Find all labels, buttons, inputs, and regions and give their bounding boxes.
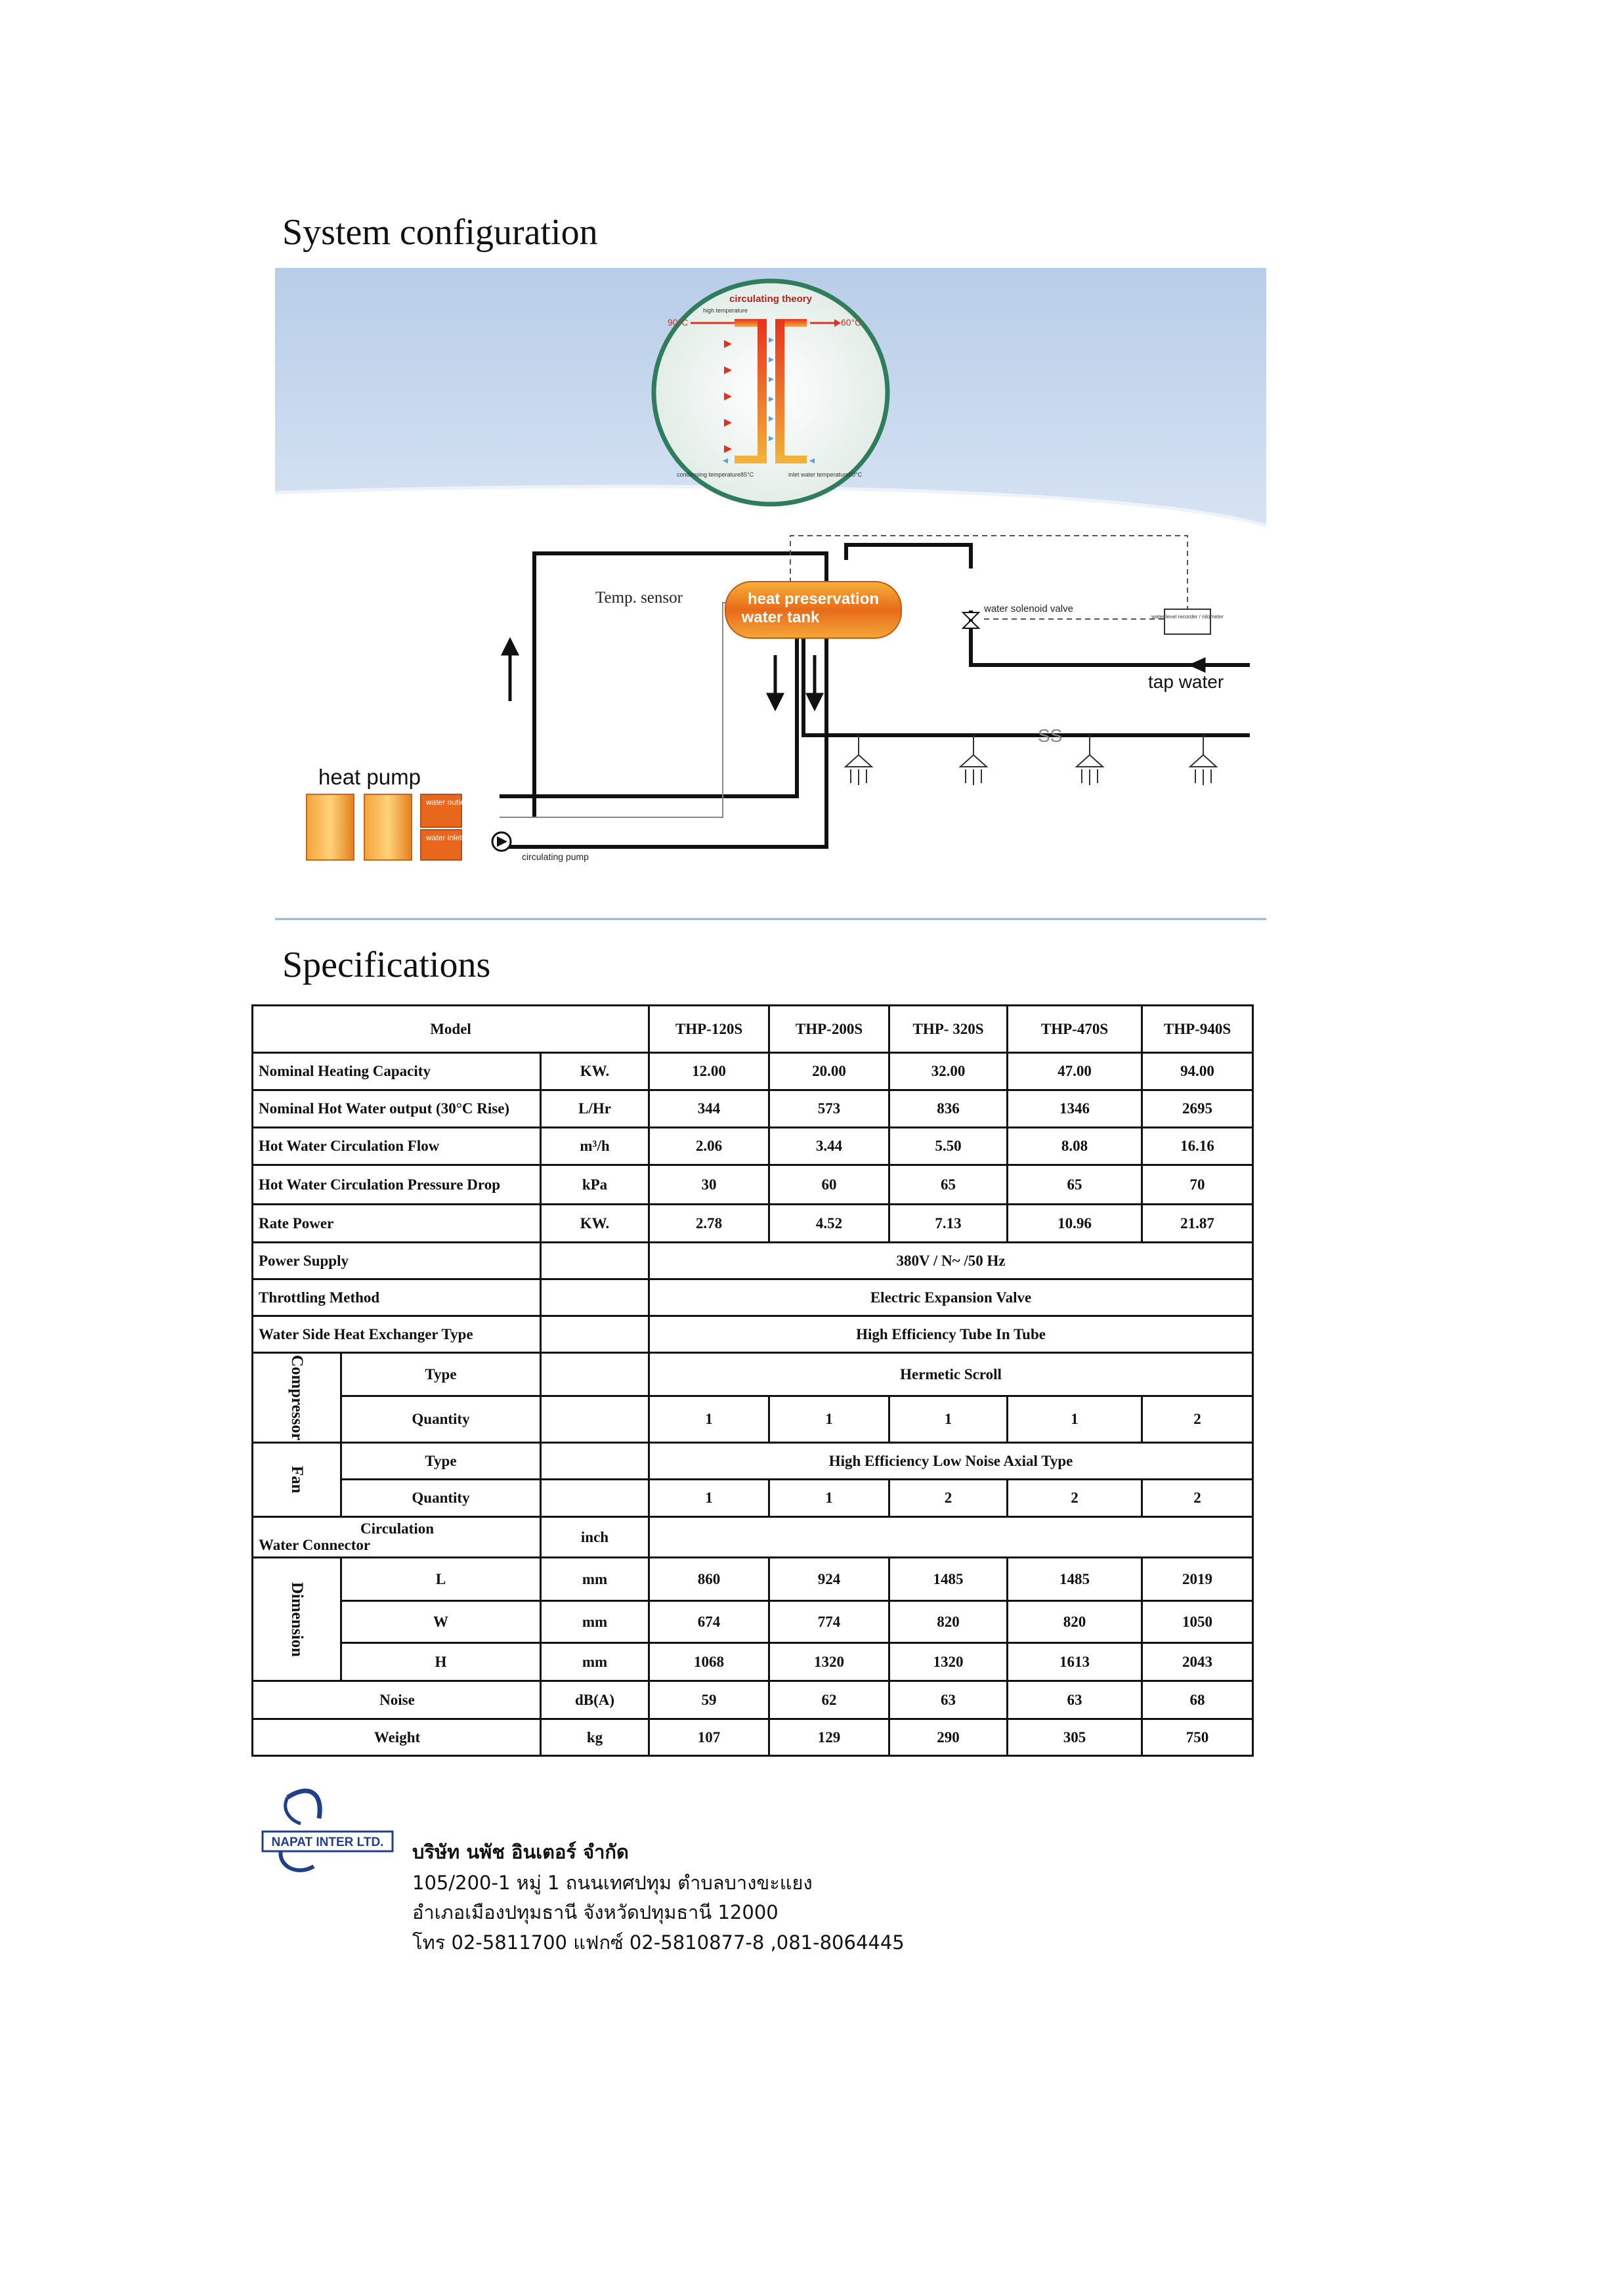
model-name: THP- 320S bbox=[889, 1006, 1008, 1053]
heat-pump-label: heat pump bbox=[318, 765, 421, 789]
table-row bbox=[253, 1279, 1253, 1316]
cell-value: 1320 bbox=[769, 1643, 889, 1681]
cell-value: 68 bbox=[1142, 1681, 1253, 1719]
model-name: THP-200S bbox=[769, 1006, 889, 1053]
cell-value: 2 bbox=[889, 1480, 1008, 1517]
cell-value: 1 bbox=[649, 1480, 769, 1517]
cell-value: 30 bbox=[649, 1165, 769, 1205]
table-header-row bbox=[253, 1006, 1253, 1053]
high-temperature-label: high temperature bbox=[703, 307, 748, 314]
row-unit bbox=[541, 1353, 649, 1396]
row-label: L bbox=[341, 1558, 541, 1601]
row-unit bbox=[541, 1443, 649, 1480]
cell-value: 10.96 bbox=[1008, 1205, 1142, 1243]
cell-value: 2 bbox=[1142, 1480, 1253, 1517]
water-inlet-label: water inlet bbox=[426, 833, 462, 842]
cell-value: 2 bbox=[1142, 1396, 1253, 1443]
heat-preservation-tank bbox=[725, 582, 901, 638]
cell-value: 2.06 bbox=[649, 1128, 769, 1165]
cell-value: 1346 bbox=[1008, 1090, 1142, 1128]
tank-label-line1: heat preservation bbox=[747, 590, 880, 608]
cell-value: 12.00 bbox=[649, 1053, 769, 1090]
cell-value: 1485 bbox=[1008, 1558, 1142, 1601]
fan-group-label: Fan bbox=[288, 1466, 306, 1493]
cell-value: 1485 bbox=[889, 1558, 1008, 1601]
cell-value: 774 bbox=[769, 1601, 889, 1643]
cell-value: 836 bbox=[889, 1090, 1008, 1128]
cell-value: 290 bbox=[889, 1719, 1008, 1756]
temp-sensor-label: Temp. sensor bbox=[595, 589, 683, 607]
cell-value: 1050 bbox=[1142, 1601, 1253, 1643]
table-row bbox=[253, 1053, 1253, 1090]
compressor-group-label: Compressor bbox=[288, 1355, 306, 1441]
cell-value: 16.16 bbox=[1142, 1128, 1253, 1165]
table-row bbox=[253, 1090, 1253, 1128]
row-label: Nominal Hot Water output (30°C Rise) bbox=[253, 1090, 541, 1128]
cell-value: 60 bbox=[769, 1165, 889, 1205]
cell-value: 344 bbox=[649, 1090, 769, 1128]
cell-value: High Efficiency Tube In Tube bbox=[649, 1316, 1253, 1353]
row-label: W bbox=[341, 1601, 541, 1643]
company-logo bbox=[261, 1784, 399, 1883]
table-row bbox=[253, 1643, 1253, 1681]
table-row bbox=[253, 1165, 1253, 1205]
ss-label: SS bbox=[1038, 725, 1063, 746]
condensing-temperature-label: condensing temperature85°C bbox=[677, 471, 754, 478]
cell-value: 8.08 bbox=[1008, 1128, 1142, 1165]
table-row bbox=[253, 1719, 1253, 1756]
cell-value: 62 bbox=[769, 1681, 889, 1719]
cell-value: 70 bbox=[1142, 1165, 1253, 1205]
system-configuration-diagram bbox=[275, 268, 1266, 921]
row-unit: KW. bbox=[541, 1205, 649, 1243]
connector-label-line1: Circulation bbox=[360, 1520, 435, 1537]
cell-value: 63 bbox=[1008, 1681, 1142, 1719]
circulating-pump-label: circulating pump bbox=[522, 851, 589, 862]
row-unit bbox=[541, 1480, 649, 1517]
cell-value: 65 bbox=[889, 1165, 1008, 1205]
tap-water-label: tap water bbox=[1148, 672, 1224, 692]
row-unit: mm bbox=[541, 1558, 649, 1601]
cell-value: 820 bbox=[1008, 1601, 1142, 1643]
cell-value: 2695 bbox=[1142, 1090, 1253, 1128]
system-configuration-heading: System configuration bbox=[282, 212, 598, 253]
dimension-group-cell bbox=[253, 1558, 341, 1681]
table-row bbox=[253, 1353, 1253, 1396]
cell-value: 107 bbox=[649, 1719, 769, 1756]
cell-value: 573 bbox=[769, 1090, 889, 1128]
model-name: THP-120S bbox=[649, 1006, 769, 1053]
cell-value: Electric Expansion Valve bbox=[649, 1279, 1253, 1316]
row-label: Throttling Method bbox=[253, 1279, 541, 1316]
circulating-pump-icon bbox=[492, 832, 511, 851]
cell-value: 63 bbox=[889, 1681, 1008, 1719]
row-label: Hot Water Circulation Pressure Drop bbox=[253, 1165, 541, 1205]
row-label: Water Side Heat Exchanger Type bbox=[253, 1316, 541, 1353]
cell-value: 2043 bbox=[1142, 1643, 1253, 1681]
cell-value: 1 bbox=[1008, 1396, 1142, 1443]
cell-value: 750 bbox=[1142, 1719, 1253, 1756]
temp-left-label: 90°C bbox=[668, 317, 689, 328]
table-row bbox=[253, 1681, 1253, 1719]
row-unit: kPa bbox=[541, 1165, 649, 1205]
row-label: Quantity bbox=[341, 1480, 541, 1517]
cell-value: 94.00 bbox=[1142, 1053, 1253, 1090]
row-label: Hot Water Circulation Flow bbox=[253, 1128, 541, 1165]
cell-value: 1068 bbox=[649, 1643, 769, 1681]
cell-value: High Efficiency Low Noise Axial Type bbox=[649, 1443, 1253, 1480]
company-address-line2: อำเภอเมืองปทุมธานี จังหวัดปทุมธานี 12000 bbox=[412, 1901, 779, 1923]
connector-label-cell bbox=[253, 1517, 541, 1558]
inlet-water-temperature-label: inlet water temperature50°C bbox=[788, 471, 863, 478]
cell-value: Hermetic Scroll bbox=[649, 1353, 1253, 1396]
row-unit bbox=[541, 1396, 649, 1443]
table-row bbox=[253, 1243, 1253, 1279]
row-label: Nominal Heating Capacity bbox=[253, 1053, 541, 1090]
cell-value: 1320 bbox=[889, 1643, 1008, 1681]
connector-label-line2: Water Connector bbox=[259, 1536, 371, 1553]
table-row bbox=[253, 1601, 1253, 1643]
row-label: Rate Power bbox=[253, 1205, 541, 1243]
circulating-theory-circle bbox=[654, 281, 887, 504]
cell-value: 21.87 bbox=[1142, 1205, 1253, 1243]
row-label: Noise bbox=[253, 1681, 541, 1719]
dimension-group-label: Dimension bbox=[288, 1581, 306, 1657]
row-label: Type bbox=[341, 1353, 541, 1396]
row-label: H bbox=[341, 1643, 541, 1681]
cell-value: 5.50 bbox=[889, 1128, 1008, 1165]
cell-value: 65 bbox=[1008, 1165, 1142, 1205]
temp-right-label: 60°C bbox=[841, 317, 862, 328]
table-row bbox=[253, 1316, 1253, 1353]
table-row bbox=[253, 1128, 1253, 1165]
row-unit: mm bbox=[541, 1601, 649, 1643]
row-unit: mm bbox=[541, 1643, 649, 1681]
logo-text: NAPAT INTER LTD. bbox=[271, 1835, 384, 1849]
row-unit: L/Hr bbox=[541, 1090, 649, 1128]
cell-value: 32.00 bbox=[889, 1053, 1008, 1090]
row-unit: inch bbox=[541, 1517, 649, 1558]
row-unit bbox=[541, 1316, 649, 1353]
cell-value: 1 bbox=[769, 1396, 889, 1443]
cell-value: 3.44 bbox=[769, 1128, 889, 1165]
model-name: THP-940S bbox=[1142, 1006, 1253, 1053]
water-outlet-label: water outlet bbox=[426, 798, 467, 807]
table-row bbox=[253, 1443, 1253, 1480]
specifications-table bbox=[251, 1004, 1254, 1757]
table-row bbox=[253, 1558, 1253, 1601]
row-unit: KW. bbox=[541, 1053, 649, 1090]
cell-value: 860 bbox=[649, 1558, 769, 1601]
cell-value: 7.13 bbox=[889, 1205, 1008, 1243]
model-header: Model bbox=[253, 1006, 649, 1053]
cell-value: 2.78 bbox=[649, 1205, 769, 1243]
compressor-group-cell bbox=[253, 1353, 341, 1443]
row-label: Power Supply bbox=[253, 1243, 541, 1279]
row-unit bbox=[541, 1279, 649, 1316]
row-unit bbox=[541, 1243, 649, 1279]
cell-value: 2 bbox=[1008, 1480, 1142, 1517]
cell-value: 380V / N~ /50 Hz bbox=[649, 1243, 1253, 1279]
cell-value: 20.00 bbox=[769, 1053, 889, 1090]
table-row bbox=[253, 1396, 1253, 1443]
cell-value: 59 bbox=[649, 1681, 769, 1719]
cell-value: 305 bbox=[1008, 1719, 1142, 1756]
cell-value: 1 bbox=[769, 1480, 889, 1517]
row-unit: dB(A) bbox=[541, 1681, 649, 1719]
cell-value: 1 bbox=[649, 1396, 769, 1443]
row-label: Weight bbox=[253, 1719, 541, 1756]
cell-value: 129 bbox=[769, 1719, 889, 1756]
water-solenoid-valve-label: water solenoid valve bbox=[984, 603, 1073, 614]
cell-value bbox=[649, 1517, 1253, 1558]
tank-label-line2: water tank bbox=[741, 609, 820, 626]
company-name: บริษัท นพัช อินเตอร์ จำกัด bbox=[412, 1841, 629, 1863]
circle-title: circulating theory bbox=[729, 293, 812, 305]
water-level-recorder-box bbox=[1165, 609, 1210, 634]
specifications-heading: Specifications bbox=[282, 945, 491, 985]
row-label: Type bbox=[341, 1443, 541, 1480]
table-row bbox=[253, 1517, 1253, 1558]
cell-value: 47.00 bbox=[1008, 1053, 1142, 1090]
cell-value: 1 bbox=[889, 1396, 1008, 1443]
row-label: Quantity bbox=[341, 1396, 541, 1443]
fan-group-cell bbox=[253, 1443, 341, 1517]
table-row bbox=[253, 1205, 1253, 1243]
company-phone: โทร 02-5811700 แฟกซ์ 02-5810877-8 ,081-8064445 bbox=[412, 1931, 905, 1954]
cell-value: 1613 bbox=[1008, 1643, 1142, 1681]
table-row bbox=[253, 1480, 1253, 1517]
cell-value: 4.52 bbox=[769, 1205, 889, 1243]
model-name: THP-470S bbox=[1008, 1006, 1142, 1053]
row-unit: m³/h bbox=[541, 1128, 649, 1165]
cell-value: 820 bbox=[889, 1601, 1008, 1643]
cell-value: 2019 bbox=[1142, 1558, 1253, 1601]
water-level-recorder-label: water level recorder / nilometer bbox=[1151, 614, 1224, 620]
cell-value: 924 bbox=[769, 1558, 889, 1601]
cell-value: 674 bbox=[649, 1601, 769, 1643]
row-unit: kg bbox=[541, 1719, 649, 1756]
company-address-line1: 105/200-1 หมู่ 1 ถนนเทศปทุม ตำบลบางขะแยง bbox=[412, 1872, 813, 1894]
